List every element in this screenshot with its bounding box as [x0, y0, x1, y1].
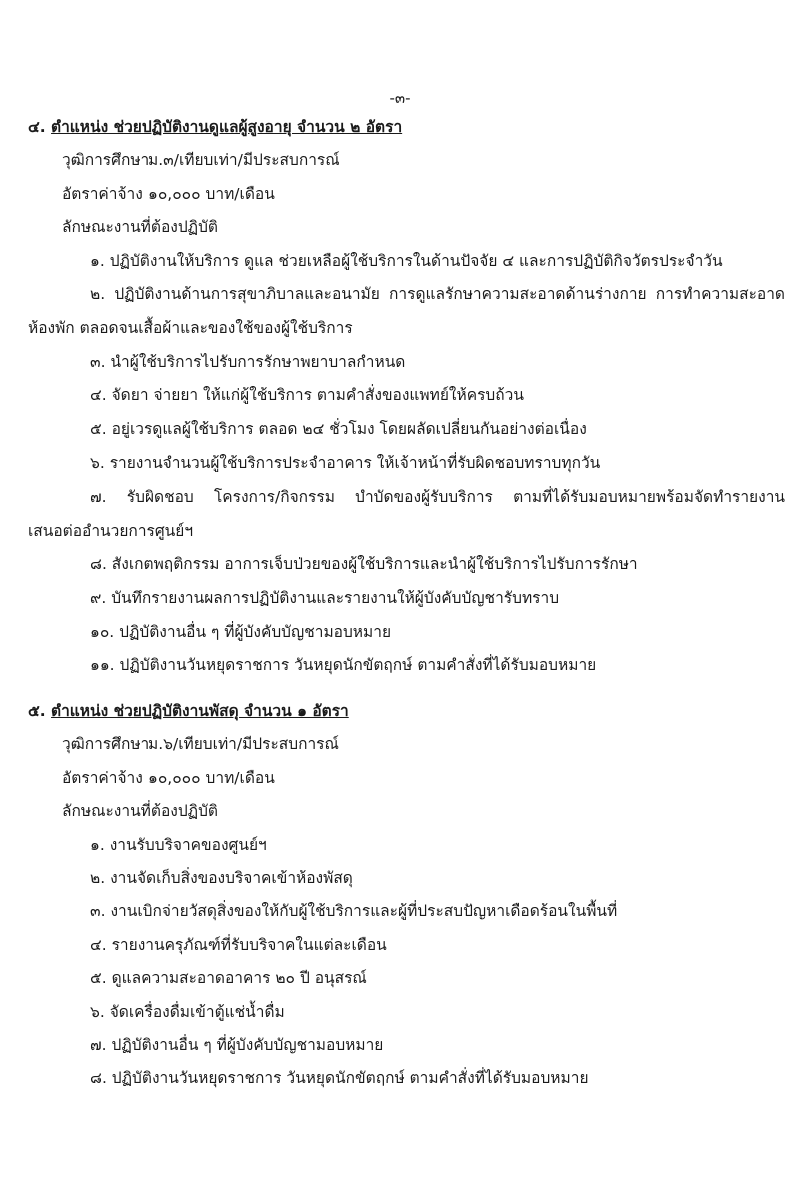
duty-item: ๓. งานเบิกจ่ายวัสดุสิ่งของให้กับผู้ใช้บริการและผู้ที่ประสบปัญหาเดือดร้อนในพื้นที่: [90, 902, 618, 921]
duties-label: ลักษณะงานที่ต้องปฏิบัติ: [62, 802, 218, 821]
position-section: [0, 111, 800, 683]
duty-item: ๙. บันทึกรายงานผลการปฏิบัติงานและรายงานให้ผู้บังคับบัญชารับทราบ: [90, 588, 560, 607]
section-heading: [0, 695, 800, 728]
duty-item: ๑๑. ปฏิบัติงานวันหยุดราชการ วันหยุดนักขัตฤกษ์ ตามคำสั่งที่ได้รับมอบหมาย: [90, 656, 597, 675]
duty-item: ๓. นำผู้ใช้บริการไปรับการรักษาพยาบาลกำหนด: [90, 352, 406, 371]
duty-item: ๗. รับผิดชอบ โครงการ/กิจกรรม บำบัดของผู้รับบริการ ตามที่ได้รับมอบหมายพร้อมจัดทำรายงาน: [90, 487, 785, 506]
salary-field: [0, 762, 800, 795]
duty-item: ๑๐. ปฏิบัติงานอื่น ๆ ที่ผู้บังคับบัญชามอบหมาย: [90, 622, 392, 641]
duty-item: ๗. ปฏิบัติงานอื่น ๆ ที่ผู้บังคับบัญชามอบหมาย: [90, 1035, 384, 1054]
duty-item: ๖. จัดเครื่องดื่มเข้าตู้แช่น้ำดื่ม: [90, 1002, 285, 1021]
section-heading: [0, 111, 800, 144]
duty-item: ๕. ดูแลความสะอาดอาคาร ๒๐ ปี อนุสรณ์: [90, 969, 367, 988]
section-title: ตำแหน่ง ช่วยปฏิบัติงานดูแลผู้สูงอายุ จำนวน ๒ อัตรา: [51, 118, 403, 136]
education-field-value: ม.๓/เทียบเท่า/มีประสบการณ์: [148, 151, 340, 170]
duty-item-continuation: เสนอต่ออำนวยการศูนย์ฯ: [28, 521, 194, 540]
salary-field-label: อัตราค่าจ้าง: [62, 184, 143, 203]
duty-item: ๔. จัดยา จ่ายยา ให้แก่ผู้ใช้บริการ ตามคำสั่งของแพทย์ให้ครบถ้วน: [90, 386, 524, 405]
page-number: -๓-: [389, 89, 411, 107]
duty-item: ๘. สังเกตพฤติกรรม อาการเจ็บป่วยของผู้ใช้บริการและนำผู้ใช้บริการไปรับการรักษา: [90, 554, 638, 573]
duty-item: ๒. งานจัดเก็บสิ่งของบริจาคเข้าห้องพัสดุ: [90, 868, 353, 887]
salary-field-value: ๑๐,๐๐๐ บาท/เดือน: [148, 184, 275, 203]
section-number: ๔.: [28, 118, 46, 136]
salary-field: [0, 178, 800, 211]
education-field: [0, 144, 800, 177]
duty-item: ๑. ปฏิบัติงานให้บริการ ดูแล ช่วยเหลือผู้ใช้บริการในด้านปัจจัย ๔ และการปฏิบัติกิจวัตรประจำวัน: [90, 251, 723, 270]
duty-item: ๑. งานรับบริจาคของศูนย์ฯ: [90, 835, 267, 854]
education-field: [0, 728, 800, 761]
position-section: [0, 695, 800, 1096]
salary-field-value: ๑๐,๐๐๐ บาท/เดือน: [148, 768, 275, 787]
duty-item: ๒. ปฏิบัติงานด้านการสุขาภิบาลและอนามัย การดูแลรักษาความสะอาดด้านร่างกาย การทำความสะอาด: [90, 285, 785, 304]
duty-item: ๖. รายงานจำนวนผู้ใช้บริการประจำอาคาร ให้เจ้าหน้าที่รับผิดชอบทราบทุกวัน: [90, 453, 601, 472]
section-title: ตำแหน่ง ช่วยปฏิบัติงานพัสดุ จำนวน ๑ อัตรา: [51, 702, 349, 720]
duty-item: ๕. อยู่เวรดูแลผู้ใช้บริการ ตลอด ๒๔ ชั่วโมง โดยผลัดเปลี่ยนกันอย่างต่อเนื่อง: [90, 420, 587, 439]
duty-item: ๔. รายงานครุภัณฑ์ที่รับบริจาคในแต่ละเดือน: [90, 935, 387, 954]
education-field-label: วุฒิการศึกษา: [62, 735, 150, 754]
duties-label: ลักษณะงานที่ต้องปฏิบัติ: [62, 218, 218, 237]
salary-field-label: อัตราค่าจ้าง: [62, 768, 143, 787]
duty-item: ๘. ปฏิบัติงานวันหยุดราชการ วันหยุดนักขัตฤกษ์ ตามคำสั่งที่ได้รับมอบหมาย: [90, 1069, 589, 1088]
duty-item-continuation: ห้องพัก ตลอดจนเสื้อผ้าและของใช้ของผู้ใช้บริการ: [28, 319, 353, 338]
education-field-label: วุฒิการศึกษา: [62, 151, 150, 170]
education-field-value: ม.๖/เทียบเท่า/มีประสบการณ์: [148, 735, 339, 754]
section-number: ๕.: [28, 702, 46, 720]
